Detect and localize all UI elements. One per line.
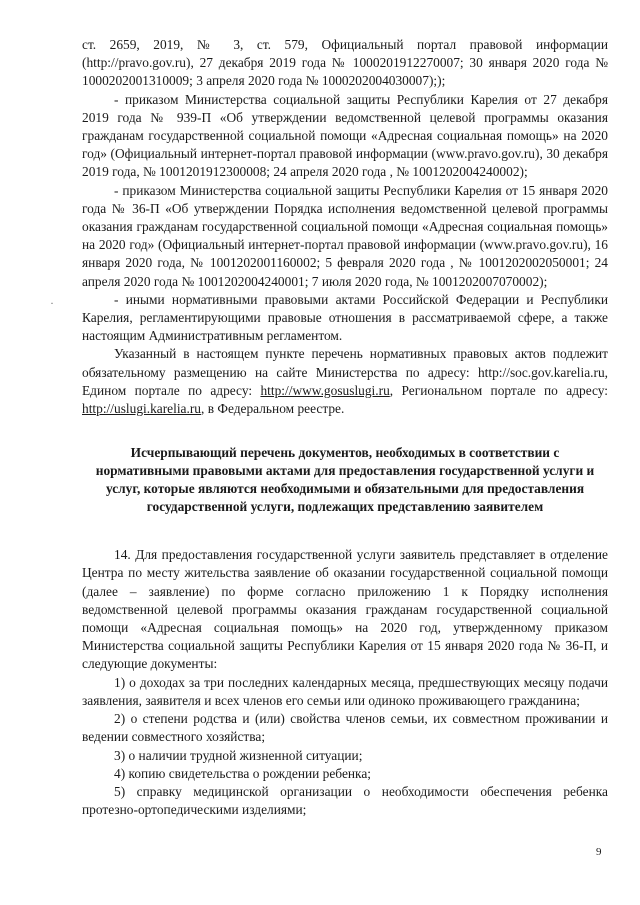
margin-mark: · <box>50 296 54 310</box>
list-item-4: 4) копию свидетельства о рождении ребенка; <box>114 765 372 781</box>
document-page <box>82 36 608 819</box>
paragraph-publication <box>82 345 608 418</box>
section-heading: Исчерпывающий перечень документов, необходимых в соответствии с нормативными правовыми актами для предоставления государственной услуги и услуг, которые являются необходимыми и обязательными для предоставления государственной услуги, подлежащих представлению заявителем <box>95 445 595 515</box>
paragraph-item-14: 14. Для предоставления государственной услуги заявитель представляет в отделение Центра по месту жительства заявление об оказании государственной социальной помощи (далее – заявление) по форме согласно приложению 1 к Порядку исполнения ведомственной целевой программы оказания гражданам государственной социальной помощи «Адресная социальная помощь» на 2020 год, утвержденному приказом Министерства социальной защиты Республики Карелия от 15 января 2020 года № 36-П, и следующие документы: <box>82 547 608 672</box>
publication-text-3: , в Федеральном реестре. <box>201 401 345 417</box>
paragraph-other-acts: - иными нормативными правовыми актами Российской Федерации и Республики Карелия, регламентирующими правовые отношения в рассматриваемой сфере, а также настоящим Административным регламентом. <box>82 291 608 344</box>
paragraph-citation-continuation: ст. 2659, 2019, № 3, ст. 579, Официальный портал правовой информации (http://pravo.gov.ru), 27 декабря 2019 года № 1000201912270007; 30 января 2020 года № 1000202001310009; 3 апреля 2020 года № 1000202004030007);); <box>82 37 608 89</box>
gosuslugi-link[interactable]: http://www.gosuslugi.ru <box>260 382 390 398</box>
uslugi-karelia-link[interactable]: http://uslugi.karelia.ru <box>82 401 202 417</box>
page-number: 9 <box>596 846 602 858</box>
publication-text-2: , Региональном портале по адресу: <box>389 382 608 398</box>
list-item-1: 1) о доходах за три последних календарных месяца, предшествующих месяцу подачи заявления, заявителя и всех членов его семьи или одиноко проживающего гражданина; <box>82 674 608 708</box>
paragraph-order-939: - приказом Министерства социальной защиты Республики Карелия от 27 декабря 2019 года № 939-П «Об утверждении ведомственной целевой программы оказания гражданам государственной социальной помощи «Адресная социальная помощь» на 2020 год» (Официальный интернет-портал правовой информации (www.pravo.gov.ru), 30 декабря 2019 года, № 1001201912300008; 24 апреля 2020 года , № 1001202004240002); <box>82 91 608 180</box>
list-item-3: 3) о наличии трудной жизненной ситуации; <box>114 747 363 763</box>
paragraph-order-36: - приказом Министерства социальной защиты Республики Карелия от 15 января 2020 года № 36-П «Об утверждении Порядка исполнения ведомственной целевой программы оказания гражданам государственной социальной помощи «Адресная социальная помощь» на 2020 год» (Официальный интернет-портал правовой информации (www.pravo.gov.ru), 16 января 2020 года, № 1001202001160002; 5 февраля 2020 года , № 1001202002050001; 24 апреля 2020 года № 1001202004240001; 7 июля 2020 года, № 1001202007070002); <box>82 182 608 289</box>
list-item-5: 5) справку медицинской организации о необходимости обеспечения ребенка протезно-ортопедическими изделиями; <box>82 783 608 818</box>
publication-text-1: Указанный в настоящем пункте перечень нормативных правовых актов подлежит обязательному размещению на сайте Министерства по адресу: http://soc.gov.karelia.ru, Едином портале по адресу: <box>82 346 608 398</box>
list-item-2: 2) о степени родства и (или) свойства членов семьи, их совместном проживании и ведении совместного хозяйства; <box>82 711 608 745</box>
